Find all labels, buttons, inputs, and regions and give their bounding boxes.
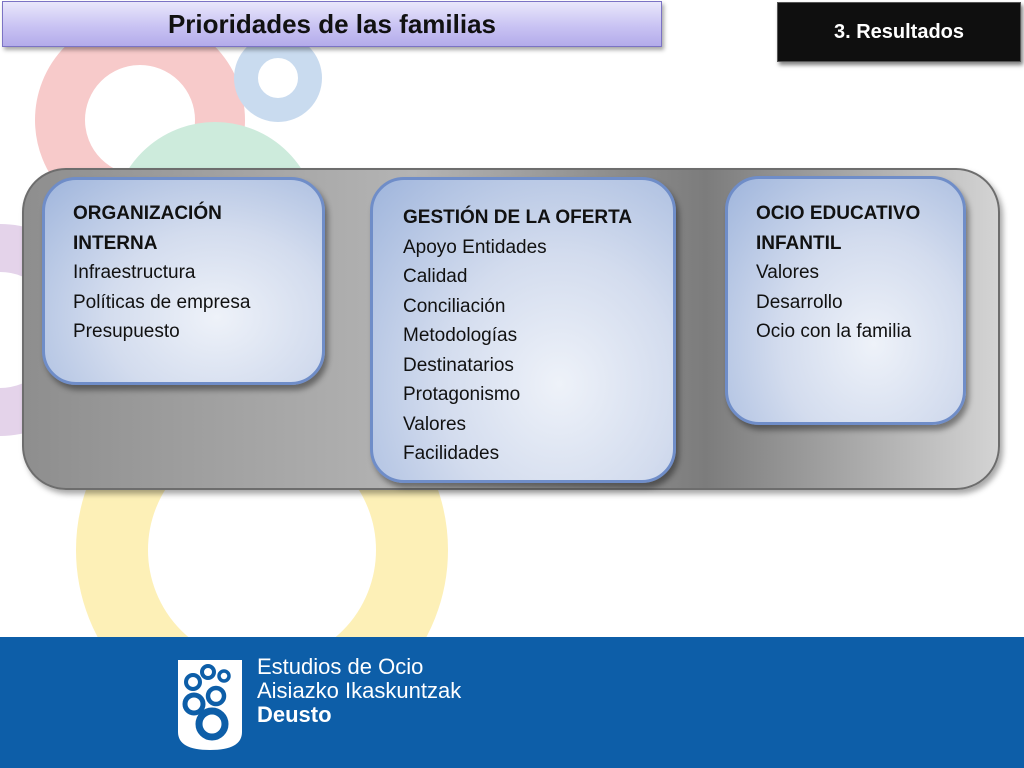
card-item-list <box>403 233 673 469</box>
list-item: Infraestructura <box>73 262 196 283</box>
list-item: Facilidades <box>403 443 500 464</box>
card-organizacion-interna <box>42 177 325 385</box>
brand-line: Estudios de Ocio <box>257 654 424 679</box>
list-item: Conciliación <box>403 295 506 317</box>
card-heading: INTERNA <box>73 232 158 254</box>
card-ocio-educativo-infantil <box>725 176 966 425</box>
list-item: Desarrollo <box>756 291 843 313</box>
list-item: Protagonismo <box>403 384 521 405</box>
list-item: Calidad <box>403 266 468 287</box>
card-heading: GESTIÓN DE LA OFERTA <box>403 207 633 228</box>
list-item: Metodologías <box>403 325 518 346</box>
deusto-logo-icon <box>178 660 242 750</box>
list-item: Políticas de empresa <box>73 291 251 313</box>
list-item: Presupuesto <box>73 321 180 342</box>
card-item-list <box>73 258 322 347</box>
card-item-list <box>756 258 963 347</box>
list-item: Apoyo Entidades <box>403 236 547 258</box>
card-heading: ORGANIZACIÓN <box>73 203 222 224</box>
brand-line: Deusto <box>257 702 332 727</box>
list-item: Ocio con la familia <box>756 321 912 342</box>
footer-brand <box>257 655 461 727</box>
list-item: Valores <box>403 413 467 435</box>
list-item: Valores <box>756 262 820 283</box>
list-item: Destinatarios <box>403 354 514 376</box>
section-badge: 3. Resultados <box>777 2 1021 62</box>
card-gestion-oferta <box>370 177 676 483</box>
card-heading: INFANTIL <box>756 232 842 254</box>
footer-bar <box>0 637 1024 768</box>
brand-line: Aisiazko Ikaskuntzak <box>257 678 462 703</box>
card-heading: OCIO EDUCATIVO <box>756 203 921 224</box>
page-title: Prioridades de las familias <box>2 1 662 47</box>
